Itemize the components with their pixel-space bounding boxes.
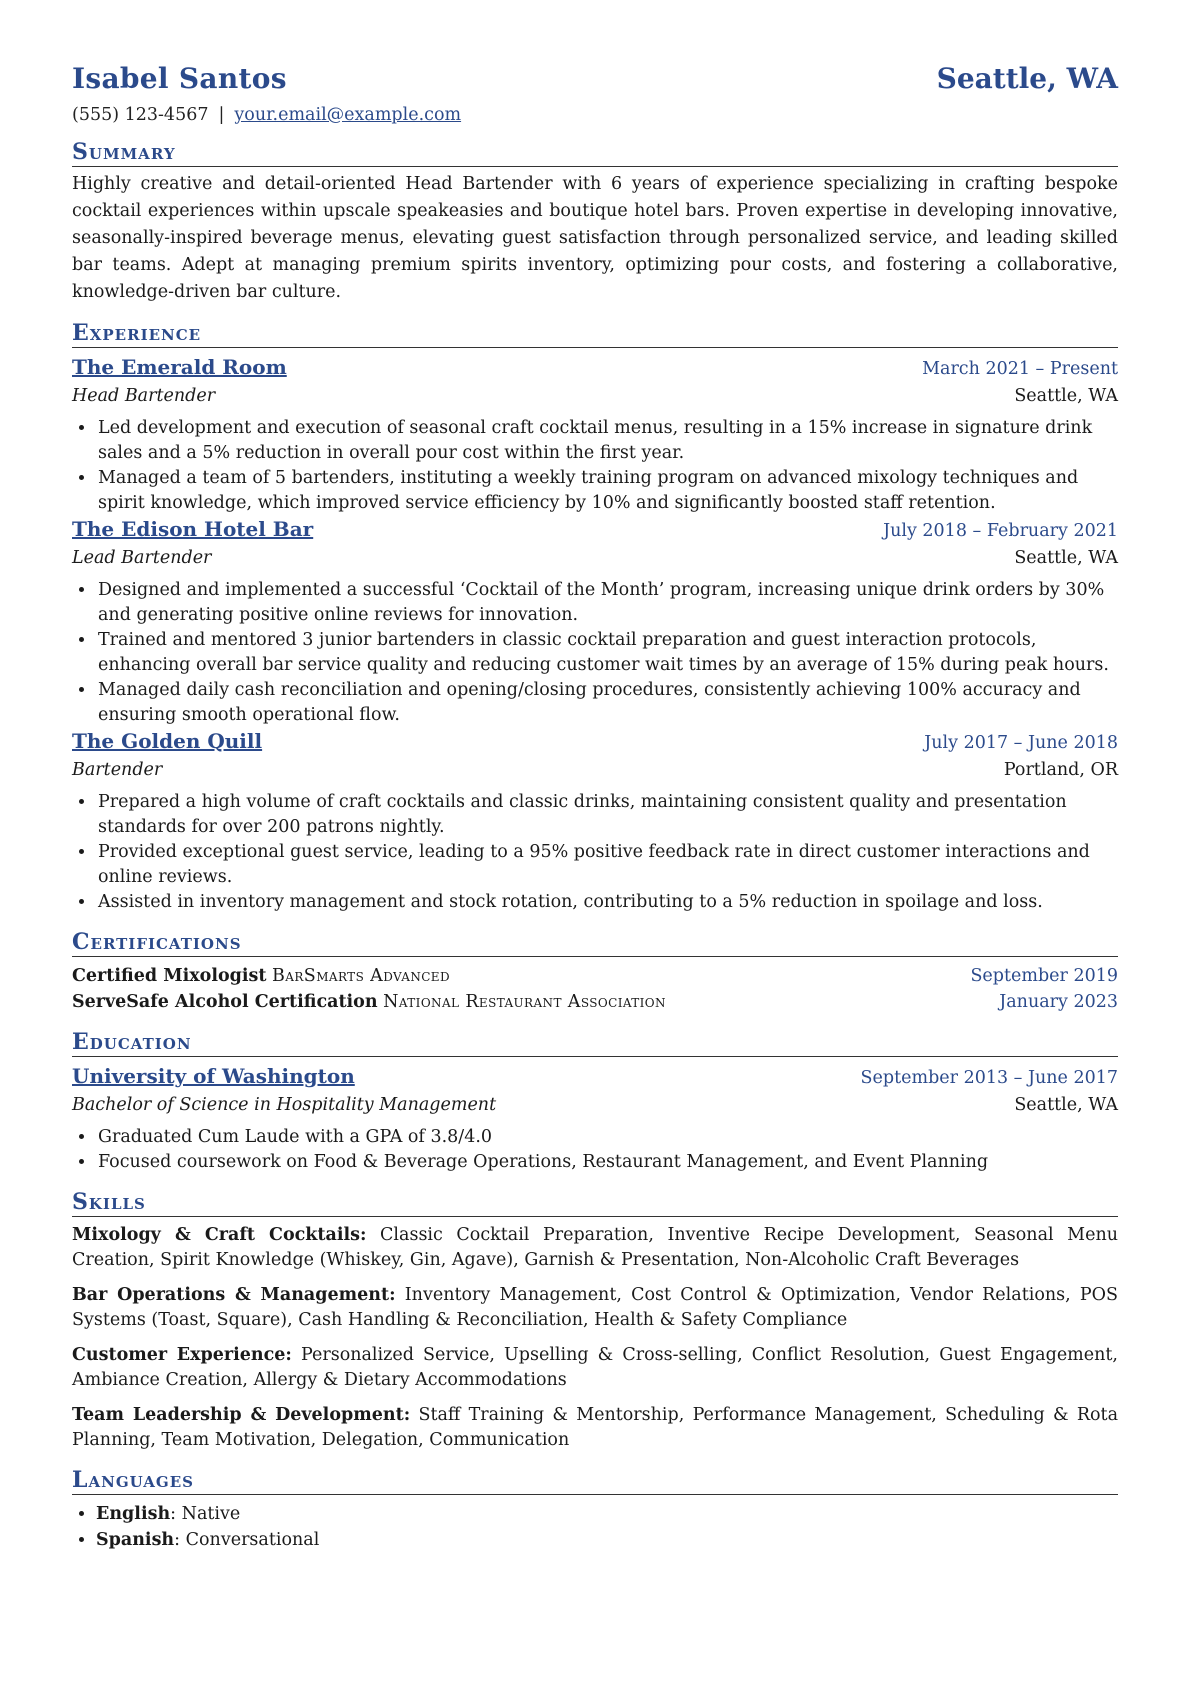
job-subheader	[72, 545, 1118, 572]
skill-group	[72, 1223, 1118, 1273]
employer-link[interactable]: The Edison Hotel Bar	[72, 517, 314, 541]
skill-items: Classic Cocktail Preparation, Inventive Recipe Development, Seasonal Menu Creation, Spirit Knowledge (Whiskey, Gin, Agave), Garnish & Presentation, Non-Alcoholic Craft Beverages	[72, 1225, 1118, 1270]
education-header	[72, 1063, 1118, 1092]
job-location: Seattle, WA	[1014, 386, 1118, 406]
job-subheader	[72, 757, 1118, 784]
section-title-experience: Experience	[72, 320, 1118, 348]
job-dates: July 2017 – June 2018	[924, 733, 1118, 753]
certifications-list	[72, 963, 1118, 1015]
job-dates: March 2021 – Present	[922, 359, 1118, 379]
skill-group	[72, 1343, 1118, 1393]
section-title-education: Education	[72, 1029, 1118, 1057]
job-header	[72, 728, 1118, 757]
job-title: Lead Bartender	[72, 548, 212, 568]
language-name: Spanish	[96, 1530, 175, 1550]
email-link[interactable]: your.email@example.com	[234, 105, 462, 125]
language-name: English	[96, 1504, 171, 1524]
phone-number: (555) 123-4567	[72, 105, 209, 125]
skill-items: Personalized Service, Upselling & Cross-selling, Conflict Resolution, Guest Engagement, Ambiance Creation, Allergy & Dietary Accommodations	[72, 1345, 1118, 1390]
summary-text: Highly creative and detail-oriented Head Bartender with 6 years of experience specializing in crafting bespoke cocktail experiences within upscale speakeasies and boutique hotel bars. Proven expertise in developing innovative, seasonally-inspired beverage menus, elevating guest satisfaction through personalized service, and leading skilled bar teams. Adept at managing premium spirits inventory, optimizing pour costs, and fostering a collaborative, knowledge-driven bar culture.	[72, 174, 1118, 302]
job-entry	[72, 354, 1118, 516]
certification-issuer: BarSmarts Advanced	[272, 966, 450, 986]
certification-row	[72, 989, 1118, 1015]
certification-issuer: National Restaurant Association	[383, 992, 666, 1012]
education-entry	[72, 1063, 1118, 1175]
bullet-item: • Designed and implemented a successful ‘Cocktail of the Month’ program, increasing unique drink orders by 30% and generating positive online reviews for innovation.	[96, 578, 1118, 628]
certification-name: ServeSafe Alcohol Certification	[72, 992, 378, 1012]
contact-separator: |	[218, 105, 225, 125]
certification-date: January 2023	[999, 992, 1118, 1012]
job-entry	[72, 516, 1118, 728]
certification-row	[72, 963, 1118, 989]
school-link[interactable]: University of Washington	[72, 1064, 355, 1088]
job-dates: July 2018 – February 2021	[883, 521, 1118, 541]
job-location: Seattle, WA	[1014, 548, 1118, 568]
language-item	[96, 1527, 1118, 1553]
skill-items: Staff Training & Mentorship, Performance Management, Scheduling & Rota Planning, Team Motivation, Delegation, Communication	[72, 1405, 1118, 1450]
contact-line	[72, 105, 1118, 125]
job-title: Bartender	[72, 760, 163, 780]
skill-group	[72, 1283, 1118, 1333]
skill-category: Team Leadership & Development:	[72, 1405, 411, 1425]
education-location: Seattle, WA	[1014, 1095, 1118, 1115]
skill-category: Customer Experience:	[72, 1345, 292, 1365]
candidate-name: Isabel Santos	[72, 62, 287, 95]
job-header	[72, 354, 1118, 383]
bullet-item: • Graduated Cum Laude with a GPA of 3.8/4.0	[96, 1125, 1118, 1150]
employer-link[interactable]: The Emerald Room	[72, 355, 287, 379]
job-entry	[72, 728, 1118, 915]
bullet-item: • Led development and execution of seasonal craft cocktail menus, resulting in a 15% increase in signature drink sales and a 5% reduction in overall pour cost within the first year.	[96, 416, 1118, 466]
degree: Bachelor of Science in Hospitality Management	[72, 1095, 497, 1115]
bullet-item: • Managed a team of 5 bartenders, instituting a weekly training program on advanced mixology techniques and spirit knowledge, which improved service efficiency by 10% and significantly boosted staff retention.	[96, 466, 1118, 516]
language-item	[96, 1501, 1118, 1527]
language-level: : Native	[170, 1504, 241, 1524]
section-title-languages: Languages	[72, 1467, 1118, 1495]
education-dates: September 2013 – June 2017	[860, 1068, 1118, 1088]
certification-name: Certified Mixologist	[72, 966, 267, 986]
job-bullets	[72, 578, 1118, 728]
job-bullets	[72, 416, 1118, 516]
skill-group	[72, 1403, 1118, 1453]
job-subheader	[72, 383, 1118, 410]
education-subheader	[72, 1092, 1118, 1119]
bullet-item: • Provided exceptional guest service, leading to a 95% positive feedback rate in direct customer interactions and online reviews.	[96, 840, 1118, 890]
language-level: : Conversational	[174, 1530, 320, 1550]
certification-date: September 2019	[970, 966, 1118, 986]
job-location: Portland, OR	[1003, 760, 1118, 780]
languages-list	[72, 1501, 1118, 1553]
skill-category: Bar Operations & Management:	[72, 1285, 396, 1305]
bullet-item: • Managed daily cash reconciliation and opening/closing procedures, consistently achieving 100% accuracy and ensuring smooth operational flow.	[96, 678, 1118, 728]
bullet-item: • Prepared a high volume of craft cocktails and classic drinks, maintaining consistent quality and presentation standards for over 200 patrons nightly.	[96, 790, 1118, 840]
candidate-location: Seattle, WA	[936, 62, 1118, 95]
bullet-item: • Focused coursework on Food & Beverage Operations, Restaurant Management, and Event Planning	[96, 1150, 1118, 1175]
bullet-item: • Trained and mentored 3 junior bartenders in classic cocktail preparation and guest interaction protocols, enhancing overall bar service quality and reducing customer wait times by an average of 15% during peak hours.	[96, 628, 1118, 678]
job-title: Head Bartender	[72, 386, 216, 406]
skill-items: Inventory Management, Cost Control & Optimization, Vendor Relations, POS Systems (Toast, Square), Cash Handling & Reconciliation, Health & Safety Compliance	[72, 1285, 1118, 1330]
job-header	[72, 516, 1118, 545]
resume-header	[72, 62, 1118, 95]
section-title-certifications: Certifications	[72, 929, 1118, 957]
section-title-skills: Skills	[72, 1189, 1118, 1217]
skill-category: Mixology & Craft Cocktails:	[72, 1225, 367, 1245]
employer-link[interactable]: The Golden Quill	[72, 729, 263, 753]
education-bullets	[72, 1125, 1118, 1175]
section-title-summary: Summary	[72, 139, 1118, 167]
job-bullets	[72, 790, 1118, 915]
bullet-item: • Assisted in inventory management and stock rotation, contributing to a 5% reduction in spoilage and loss.	[96, 890, 1118, 915]
